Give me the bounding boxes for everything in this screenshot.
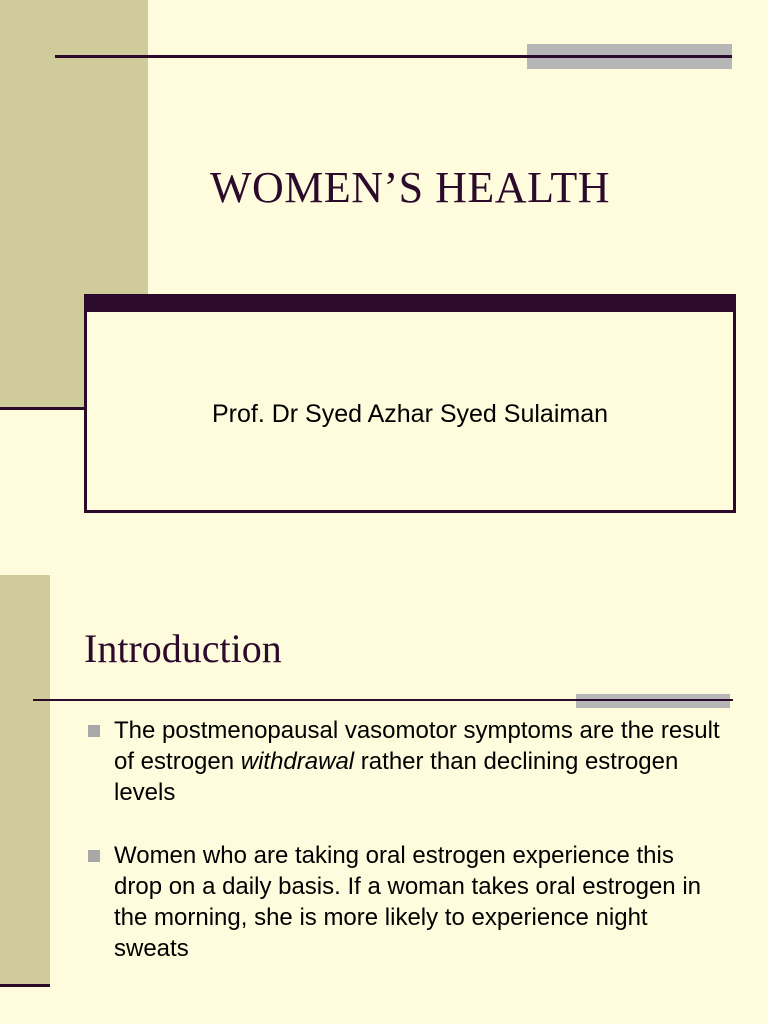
decorative-gray-bar bbox=[527, 44, 732, 69]
list-item bbox=[86, 715, 726, 808]
decorative-bottom-line bbox=[0, 984, 50, 987]
list-item bbox=[86, 840, 726, 964]
bullet-text: The postmenopausal vasomotor symptoms are the result of estrogen bbox=[114, 717, 720, 775]
bullet-text: rather than declining estrogen levels bbox=[114, 748, 679, 806]
bullet-text: Women who are taking oral estrogen experience this drop on a daily basis. If a woman takes oral estrogen in the morning, she is more likely to experience night sweats bbox=[114, 842, 701, 962]
slide-title: WOMEN’S HEALTH bbox=[209, 163, 611, 212]
introduction-slide bbox=[0, 560, 768, 1024]
bullet-list bbox=[86, 715, 726, 996]
square-bullet-icon bbox=[88, 725, 100, 737]
author-name: Prof. Dr Syed Azhar Syed Sulaiman bbox=[211, 400, 609, 428]
subtitle-box bbox=[84, 294, 736, 513]
bullet-emphasis: withdrawal bbox=[240, 748, 355, 775]
decorative-sidebar bbox=[0, 575, 50, 985]
slide-title: Introduction bbox=[84, 626, 282, 671]
square-bullet-icon bbox=[88, 850, 100, 862]
decorative-gray-bar bbox=[576, 694, 730, 708]
decorative-left-line bbox=[0, 407, 88, 410]
